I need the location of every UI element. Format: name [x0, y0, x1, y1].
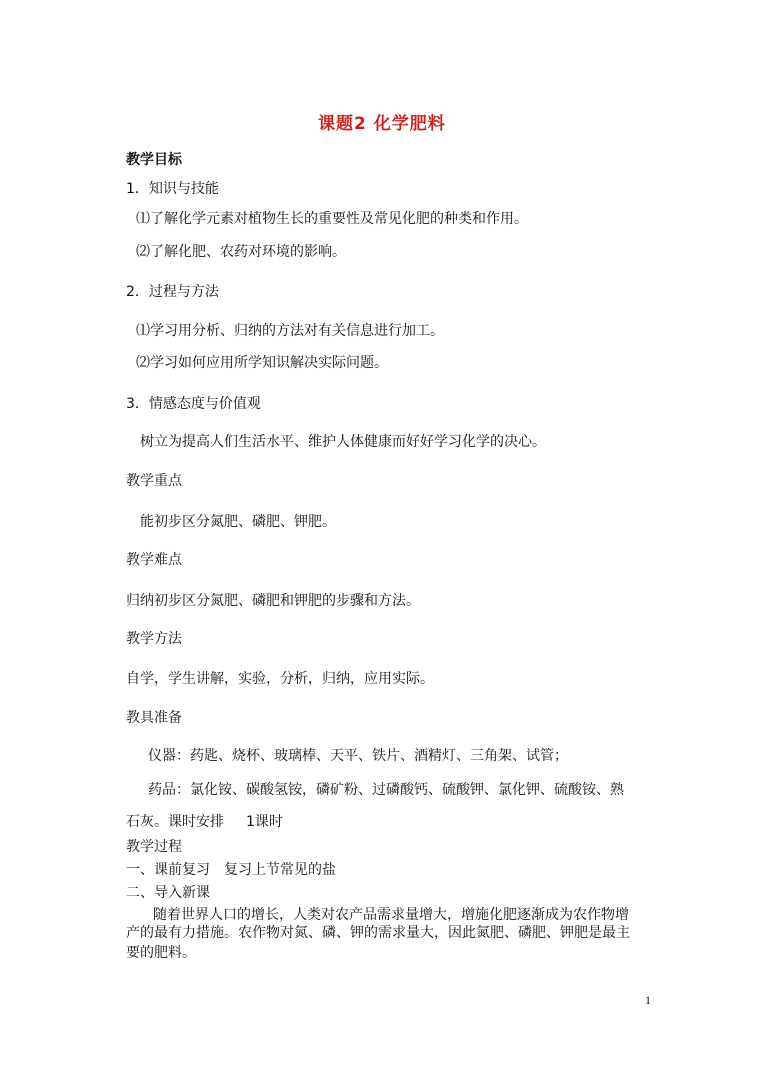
objective-item: ⑴了解化学元素对植物生长的重要性及常见化肥的种类和作用。: [136, 211, 528, 227]
methods-text: 自学，学生讲解，实验，分析，归纳，应用实际。: [126, 671, 434, 687]
process-paragraph-line: 产的最有力措施。农作物对氮、磷、钾的需求量大，因此氮肥、磷肥、钾肥是最主: [126, 925, 630, 941]
objective-item: ⑵了解化肥、农药对环境的影响。: [136, 244, 346, 260]
objective-text: 树立为提高人们生活水平、维护人体健康而好好学习化学的决心。: [140, 434, 546, 450]
objective-section-3: 3．情感态度与价值观: [126, 396, 261, 412]
process-step-1: 一、课前复习 复习上节常见的盐: [126, 862, 336, 878]
reagents-text: 药品：氯化铵、碳酸氢铵，磷矿粉、过磷酸钙、硫酸钾、氯化钾、硫酸铵、熟: [148, 782, 624, 798]
objective-item: ⑴学习用分析、归纳的方法对有关信息进行加工。: [136, 323, 444, 339]
reagents-text-cont: 石灰。课时安排: [126, 814, 224, 830]
key-points-text: 能初步区分氮肥、磷肥、钾肥。: [140, 514, 336, 530]
preparation-heading: 教具准备: [126, 710, 182, 726]
difficulties-text: 归纳初步区分氮肥、磷肥和钾肥的步骤和方法。: [126, 593, 420, 609]
objective-section-1: 1．知识与技能: [126, 181, 219, 197]
objective-item: ⑵学习如何应用所学知识解决实际问题。: [136, 355, 388, 371]
process-paragraph-line: 要的肥料。: [126, 945, 196, 961]
document-title: 课题2 化学肥料: [318, 114, 446, 134]
process-paragraph-line: 随着世界人口的增长，人类对农产品需求量增大，增施化肥逐渐成为农作物增: [153, 907, 629, 923]
page-number: 1: [645, 993, 651, 1007]
key-points-heading: 教学重点: [126, 473, 182, 489]
objective-section-2: 2．过程与方法: [126, 284, 219, 300]
process-step-2: 二、导入新课: [126, 885, 210, 901]
difficulties-heading: 教学难点: [126, 552, 182, 568]
class-hours: 1课时: [246, 814, 283, 830]
process-heading: 教学过程: [126, 839, 182, 855]
objectives-heading: 教学目标: [126, 152, 182, 168]
methods-heading: 教学方法: [126, 631, 182, 647]
instruments-text: 仪器：药匙、烧杯、玻璃棒、天平、铁片、酒精灯、三角架、试管；: [148, 748, 568, 764]
